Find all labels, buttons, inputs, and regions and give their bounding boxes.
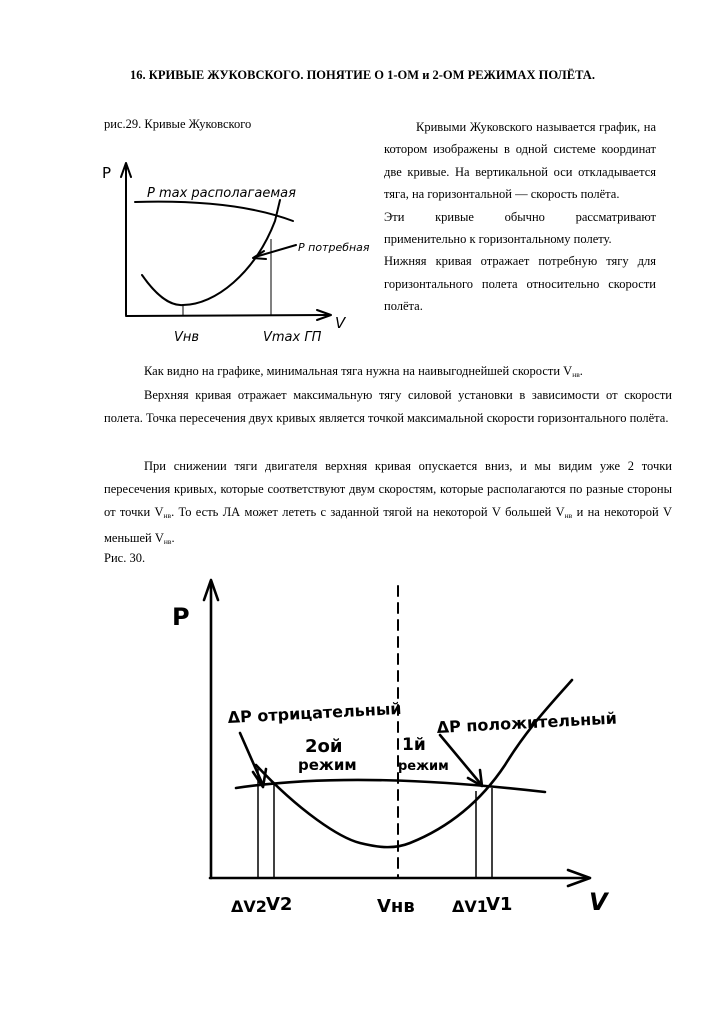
fig29-tick-vnv: Vнв [174, 330, 200, 345]
fig30-tick-dv2: ΔV2 [231, 897, 267, 916]
intro-paragraph-1: Кривыми Жуковского называется график, на котором изображены в одной системе координат две кривые. На вертикальной оси откладывается тяга, на горизонтальной — скорость полёта. [384, 120, 656, 202]
intro-paragraph-3: Нижняя кривая отражает потребную тягу для горизонтального полета относительно скорости полёта. [384, 254, 656, 314]
fig30-pos-delta-label: ΔP положительный [436, 708, 618, 737]
paragraph-1: Как видно на графике, минимальная тяга нужна на наивыгоднейшей скорости $V_{нв}$. [144, 364, 583, 379]
fig30-mode1-line2: режим [398, 759, 449, 774]
figure-29-caption: рис.29. Кривые Жуковского [104, 117, 252, 131]
intro-paragraph-2: Эти кривые обычно рассматривают применительно к горизонтальному полету. [384, 209, 656, 247]
fig30-mode1-line1: 1й [402, 735, 426, 755]
fig29-y-label: P [102, 164, 112, 182]
fig29-tick-vmax: Vmax ГП [263, 330, 322, 345]
page-title: 16. КРИВЫЕ ЖУКОВСКОГО. ПОНЯТИЕ О 1-ОМ и 2-ОМ РЕЖИМАХ ПОЛЁТА. [130, 68, 595, 82]
fig30-mode2-line1: 2ой [305, 736, 343, 757]
fig30-x-label: V [589, 888, 608, 916]
paragraph-2: Верхняя кривая отражает максимальную тягу силовой установки в зависимости от скорости полета. Точка пересечения двух кривых является точкой максимальной скорости горизонтального полёта. [104, 388, 672, 425]
fig30-mode2-line2: режим [298, 756, 357, 774]
fig30-tick-v1: V1 [486, 894, 513, 915]
paragraph-3: При снижении тяги двигателя верхняя кривая опускается вниз, и мы видим уже 2 точки пересечения кривых, которые соответствуют двум скоростям, которые располагаются по разные стороны от точки $V_{нв}$. То есть ЛА может лететь с заданной тягой на некоторой V большей $V_{нв}$ и на некоторой V меньшей $V_{нв}$. [104, 459, 673, 546]
fig30-tick-dv1: ΔV1 [452, 897, 488, 916]
fig30-tick-v2: V2 [266, 894, 293, 915]
fig29-x-label: V [335, 314, 346, 332]
figure-30-caption: Рис. 30. [104, 551, 146, 565]
fig30-y-label: P [172, 603, 190, 631]
fig29-upper-curve-label: P max располагаемая [147, 186, 296, 201]
fig30-neg-delta-label: ΔP отрицательный [227, 698, 402, 727]
fig30-tick-vnv: Vнв [377, 896, 415, 917]
fig29-lower-curve-label: P потребная [298, 241, 370, 254]
